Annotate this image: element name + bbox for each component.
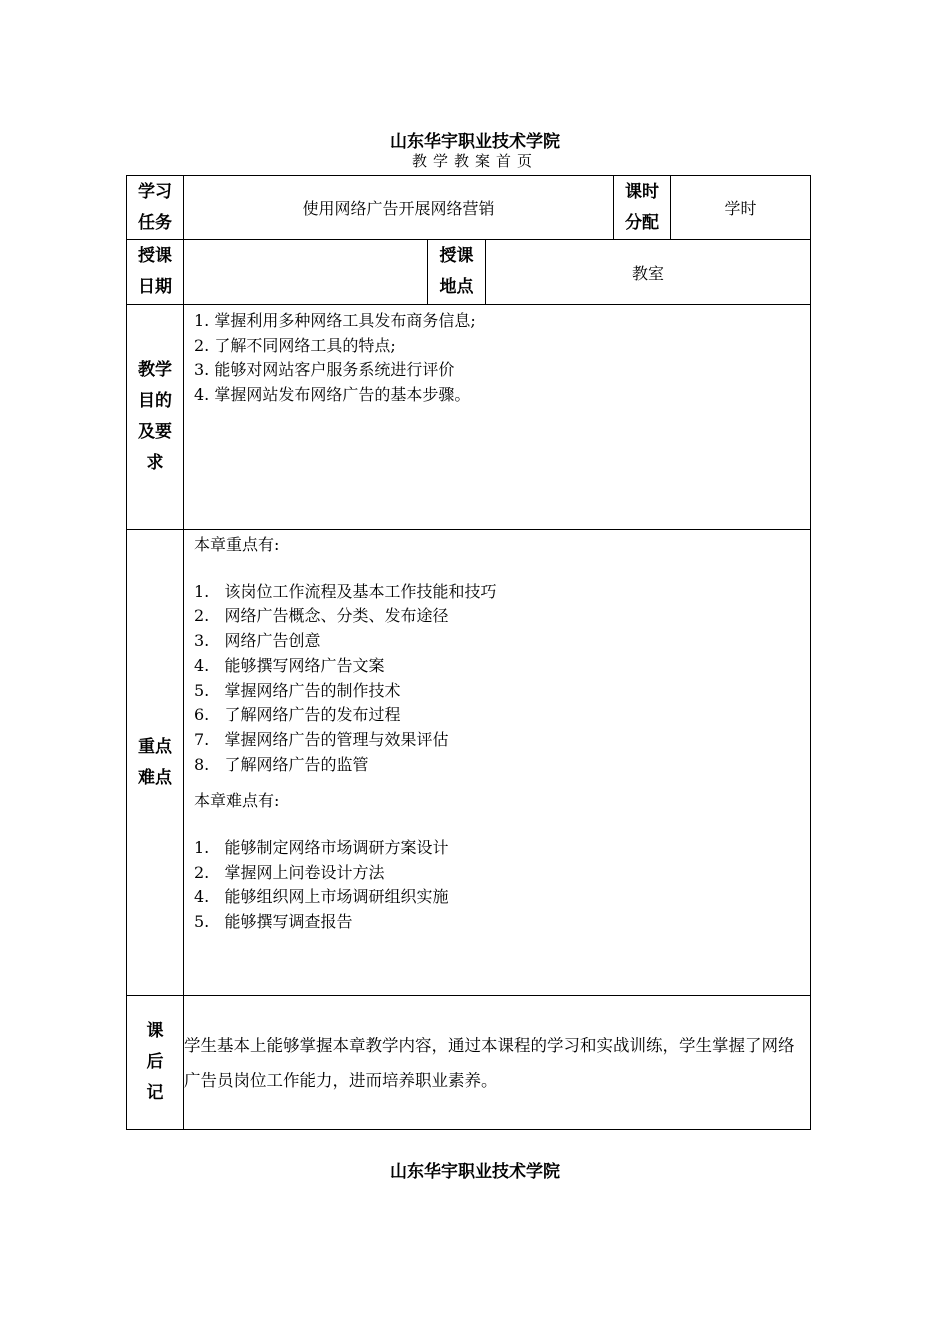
keypoints-label: 重点 难点 [127, 530, 184, 996]
objective-item: 4. 掌握网站发布网络广告的基本步骤。 [194, 385, 471, 405]
place-cell [428, 240, 811, 305]
page-subtitle: 教学教案首页 [411, 152, 538, 170]
place-value: 教室 [632, 263, 665, 283]
objectives-row [127, 305, 811, 530]
key-item: 5. 掌握网络广告的制作技术 [194, 680, 401, 700]
hours-value: 学时 [671, 176, 811, 240]
key-item: 8. 了解网络广告的监管 [194, 754, 369, 774]
date-value [184, 240, 428, 305]
difficult-item: 5. 能够撰写调查报告 [194, 912, 353, 932]
hours-label: 课时 分配 [614, 176, 671, 240]
objective-item: 2. 了解不同网络工具的特点; [194, 335, 396, 355]
objective-item: 1. 掌握利用多种网络工具发布商务信息; [194, 311, 476, 330]
lesson-plan-table [126, 175, 811, 1130]
key-item: 4. 能够撰写网络广告文案 [194, 655, 385, 675]
key-item: 7. 掌握网络广告的管理与效果评估 [194, 729, 449, 749]
postnote-label: 课 后 记 [127, 996, 184, 1130]
difficult-item: 2. 掌握网上问卷设计方法 [194, 862, 385, 882]
keypoints-content [184, 530, 811, 996]
key-item: 6. 了解网络广告的发布过程 [194, 705, 401, 725]
postnote-text: 学生基本上能够掌握本章教学内容，通过本课程的学习和实战训练，学生掌握了网络广告员岗位工作能力，进而培养职业素养。 [184, 996, 811, 1130]
objectives-content [184, 305, 811, 530]
difficult-heading: 本章难点有: [194, 791, 280, 811]
key-item: 2. 网络广告概念、分类、发布途径 [194, 606, 449, 626]
footer-school: 山东华宇职业技术学院 [390, 1162, 560, 1182]
difficult-item: 1. 能够制定网络市场调研方案设计 [194, 838, 449, 858]
place-label: 授课 地点 [428, 240, 486, 304]
task-label: 学习 任务 [127, 176, 184, 240]
postnote-row [127, 996, 811, 1130]
key-heading: 本章重点有: [194, 535, 280, 554]
key-item: 1. 该岗位工作流程及基本工作技能和技巧 [194, 581, 497, 601]
objectives-label: 教学 目的 及要 求 [127, 305, 184, 530]
school-title: 山东华宇职业技术学院 [390, 132, 560, 152]
keypoints-row [127, 530, 811, 996]
date-label: 授课 日期 [127, 240, 184, 305]
task-value: 使用网络广告开展网络营销 [184, 176, 614, 240]
task-row [127, 176, 811, 240]
date-row [127, 240, 811, 305]
key-item: 3. 网络广告创意 [194, 631, 321, 651]
objective-item: 3. 能够对网站客户服务系统进行评价 [194, 360, 455, 380]
difficult-item: 4. 能够组织网上市场调研组织实施 [194, 887, 449, 907]
